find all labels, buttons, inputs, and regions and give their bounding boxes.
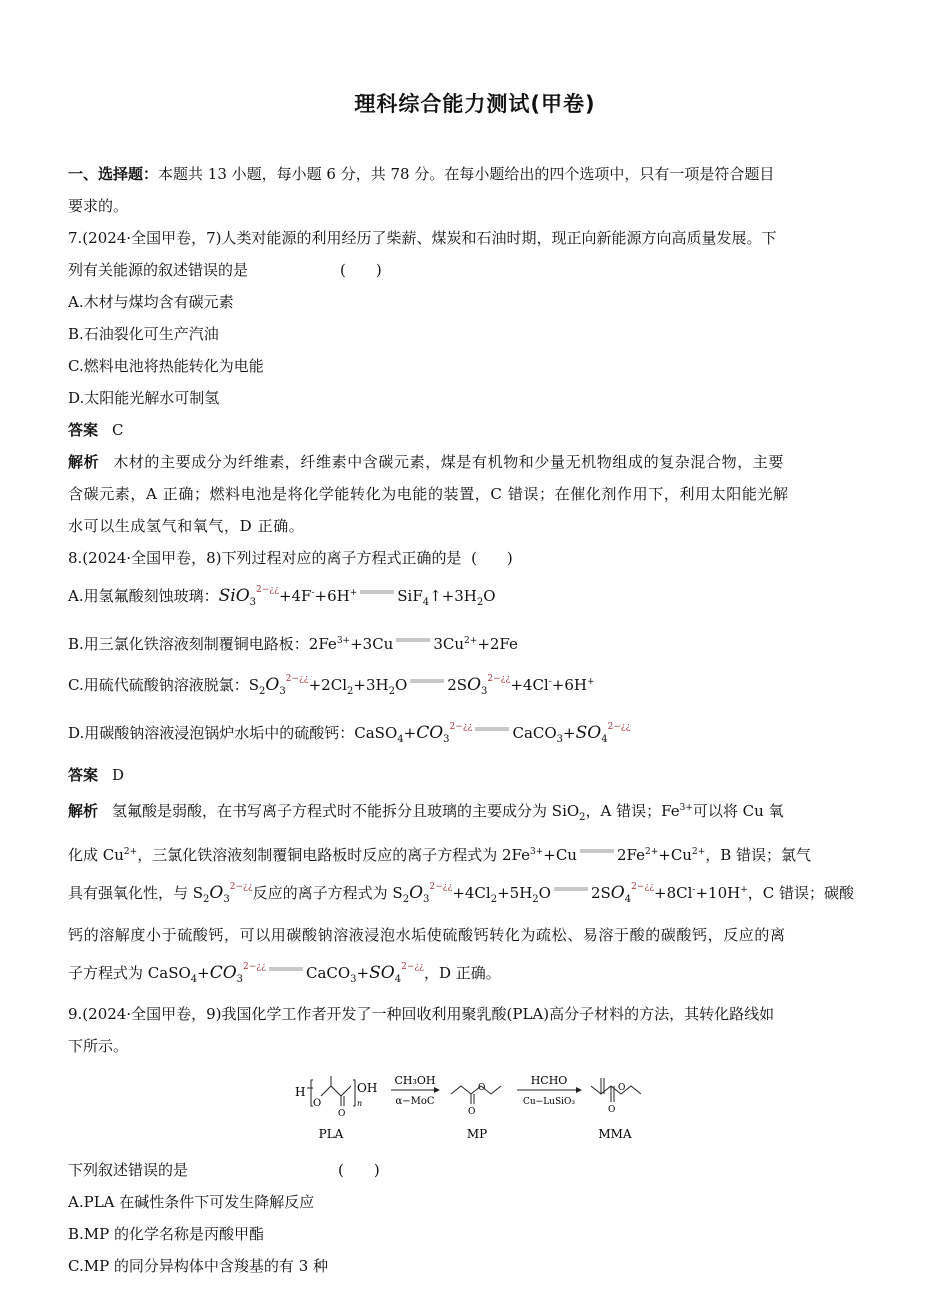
section-intro-cont: 要求的。 — [68, 197, 129, 215]
q7-option-a: A.木材与煤均含有碳元素 — [68, 293, 234, 311]
pla-carbonyl — [341, 1096, 344, 1106]
q7-analysis-line2: 含碳元素，A 正确；燃料电池是将化学能转化为电能的装置，C 错误；在催化剂作用下，利用太阳能光解 — [68, 485, 789, 503]
label-pla: PLA — [318, 1127, 344, 1141]
q7-answer-value: C — [112, 421, 124, 439]
q8-analysis-line2: 化成 $Cu^{2+}$，三氯化铁溶液刻制覆铜电路板时反应的离子方程式为 $2Fe^{3+}+Cu$ $2Fe^{2+}+Cu^{2+}$，B 错误；氯气 — [68, 846, 812, 864]
reaction-scheme-figure — [293, 1066, 673, 1152]
label-mp: MP — [466, 1127, 488, 1141]
reagent1-bottom: α−MoC — [395, 1096, 435, 1107]
label-mma: MMA — [598, 1127, 632, 1141]
exam-content — [68, 158, 888, 1282]
pla-oh-label: OH — [357, 1081, 378, 1095]
q8-answer: 答案 D — [68, 766, 125, 784]
reaction-scheme — [68, 1066, 888, 1152]
pla-carbonyl-o: O — [338, 1109, 346, 1119]
pla-o-label: O — [313, 1098, 322, 1109]
q9-stem-line2: 下所示。 — [68, 1037, 129, 1055]
q7-stem-text: 列有关能源的叙述错误的是 — [68, 261, 249, 279]
reagent1-top: CH₃OH — [394, 1074, 436, 1087]
mp-ester-o: O — [478, 1083, 486, 1093]
q7-option-d: D.太阳能光解水可制氢 — [68, 389, 220, 407]
q8-option-d: D.用碳酸钠溶液浸泡锅炉水垢中的硫酸钙：$CaSO_4+CO_3^{2-¿¿}$ $CaCO_3+SO_4^{2-¿¿}$ — [68, 722, 631, 745]
pla-n-label: n — [357, 1099, 363, 1108]
q8-option-b: B.用三氯化铁溶液刻制覆铜电路板：$2Fe^{3+}+3Cu$ $3Cu^{2+}+2Fe$ — [68, 635, 518, 653]
q7-answer-blank: ( ) — [340, 261, 382, 279]
q8-analysis-line4: 钙的溶解度小于硫酸钙，可以用碳酸钠溶液浸泡水垢使硫酸钙转化为疏松、易溶于酸的碳酸钙，反应的离 — [68, 926, 786, 944]
q9-question-stem: 下列叙述错误的是 ( ) — [68, 1154, 888, 1186]
mma-structure — [591, 1078, 641, 1094]
analysis-label: 解析 — [68, 453, 100, 471]
q8-analysis-line5: 子方程式为 $CaSO_4+CO_3^{2-¿¿}$ $CaCO_3+SO_4^{2-¿¿}$，D 正确。 — [68, 962, 501, 985]
q7-answer — [68, 414, 888, 446]
q7-analysis-line3: 水可以生成氢气和氧气，D 正确。 — [68, 517, 305, 535]
section-intro-text: 本题共 13 小题，每小题 6 分，共 78 分。在每小题给出的四个选项中，只有一项是符合题目 — [158, 165, 775, 183]
q7-option-b: B.石油裂化可生产汽油 — [68, 325, 219, 343]
q7-stem-line1: 7.(2024·全国甲卷，7)人类对能源的利用经历了柴薪、煤炭和石油时期，现正向新能源方向高质量发展。下 — [68, 229, 777, 247]
answer-label: 答案 — [68, 421, 99, 439]
pla-right-bracket — [353, 1080, 355, 1106]
arrow-1-head — [434, 1087, 440, 1093]
mma-carbonyl — [611, 1086, 614, 1102]
mma-ester-o: O — [618, 1083, 626, 1093]
pla-h-label: H — [295, 1085, 306, 1099]
q9-option-c: C.MP 的同分异构体中含羧基的有 3 种 — [68, 1257, 329, 1275]
q9-option-a: A.PLA 在碱性条件下可发生降解反应 — [68, 1193, 315, 1211]
q8-option-c: C.用硫代硫酸钠溶液脱氯：$S_2O_3^{2-¿¿}+2Cl_2+3H_2O$ $2SO_3^{2-¿¿}+4Cl^-+6H^+$ — [68, 674, 595, 697]
pla-backbone — [321, 1076, 351, 1096]
section-intro — [68, 158, 888, 190]
q8-analysis-line1: 解析 氢氟酸是弱酸，在书写离子方程式时不能拆分且玻璃的主要成分为 SiO$_2$，A 错误；$Fe^{3+}$可以将 Cu 氧 — [68, 802, 784, 823]
arrow-2-head — [576, 1087, 582, 1093]
q9-answer-blank: ( ) — [338, 1161, 380, 1179]
page-title: 理科综合能力测试(甲卷) — [354, 92, 596, 116]
mp-carbonyl-o: O — [468, 1107, 476, 1117]
q9-stem-line1: 9.(2024·全国甲卷，9)我国化学工作者开发了一种回收利用聚乳酸(PLA)高分子材料的方法，其转化路线如 — [68, 1005, 775, 1023]
reagent2-top: HCHO — [530, 1074, 568, 1087]
q9-option-b: B.MP 的化学名称是丙酸甲酯 — [68, 1225, 265, 1243]
q7-analysis-line1: 解析 木材的主要成分为纤维素，纤维素中含碳元素，煤是有机物和少量无机物组成的复杂混合物，主要 — [68, 453, 785, 471]
q8-answer-blank: ( ) — [471, 549, 513, 567]
section-label: 一、选择题： — [68, 165, 159, 183]
mma-carbonyl-o: O — [608, 1105, 616, 1115]
q7-option-c: C.燃料电池将热能转化为电能 — [68, 357, 264, 375]
mp-structure — [451, 1086, 501, 1094]
q7-stem-line2 — [68, 254, 888, 286]
q8-answer-value: D — [112, 766, 125, 784]
q8-option-a: A.用氢氟酸刻蚀玻璃：SiO$_3^{2-¿¿}$+4F-+6H+ $SiF_4↑+3H_2O$ — [68, 585, 496, 608]
q8-analysis-line3: 具有强氧化性，与 $S_2O_3^{2-¿¿}$反应的离子方程式为 $S_2O_3^{2-¿¿}+4Cl_2+5H_2O$ $2SO_4^{2-¿¿}+8Cl^-+10H^+$，C 错误；碳酸 — [68, 882, 855, 905]
reagent2-bottom: Cu−LuSiO₃ — [522, 1097, 576, 1107]
mp-carbonyl — [471, 1094, 474, 1104]
q8-stem: 8.(2024·全国甲卷，8)下列过程对应的离子方程式正确的是 ( ) — [68, 542, 888, 574]
